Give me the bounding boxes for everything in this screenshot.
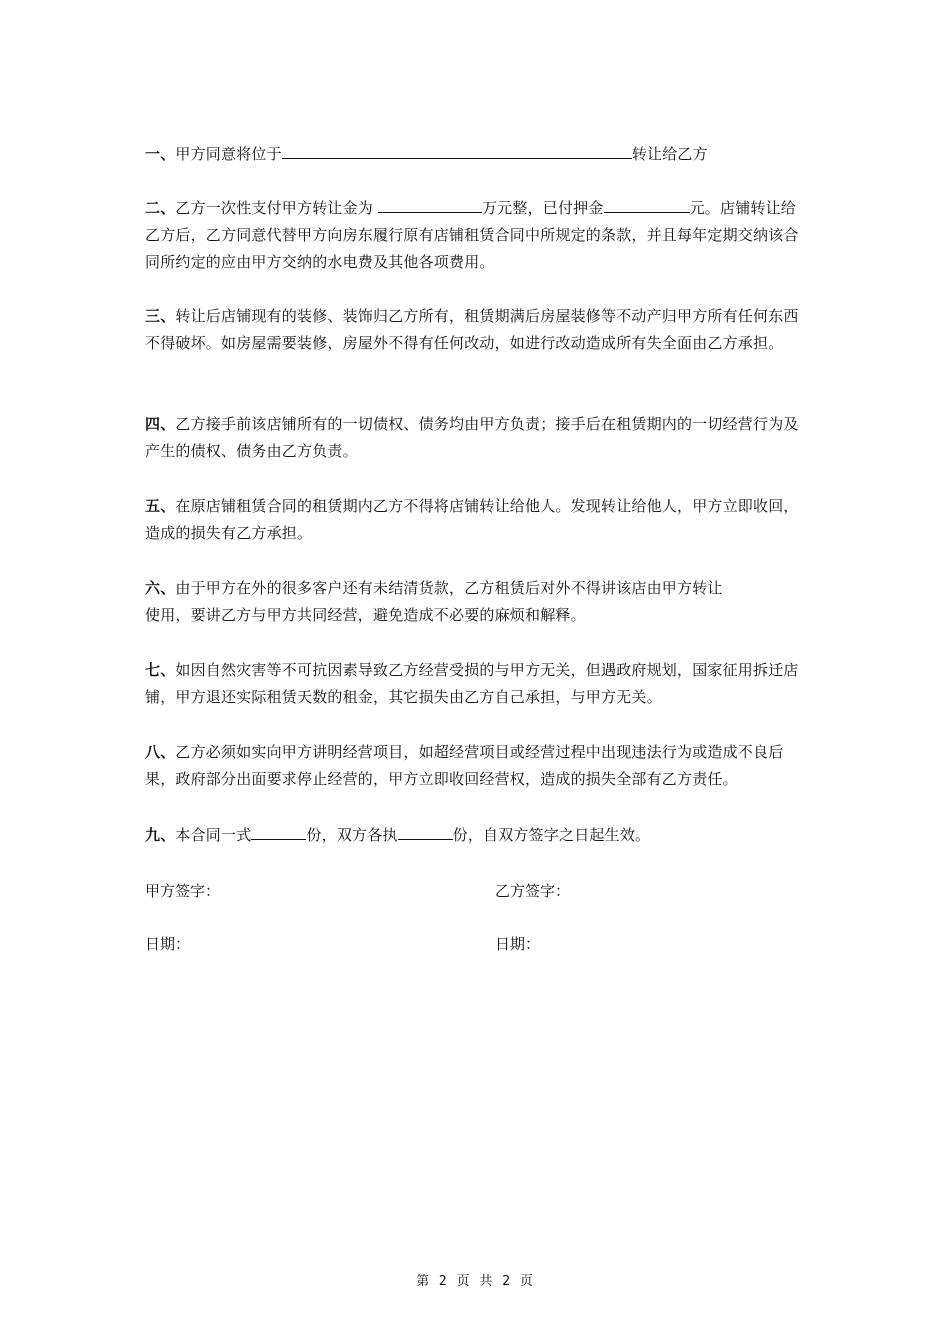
copies-each-blank — [398, 823, 453, 840]
clause-8 — [145, 739, 810, 793]
clause-text: 乙方一次性支付甲方转让金为 — [175, 199, 378, 217]
clause-3 — [145, 303, 810, 357]
location-blank — [282, 142, 632, 159]
clause-6 — [145, 575, 810, 629]
page-number-footer: 第 2 页 共 2 页 — [416, 1274, 534, 1289]
clause-number: 四、 — [145, 415, 176, 433]
clause-2 — [145, 195, 810, 276]
clause-number: 五、 — [145, 497, 176, 515]
clause-5 — [145, 493, 810, 547]
clause-text: 在原店铺租赁合同的租赁期内乙方不得将店铺转让给他人。发现转让给他人，甲方立即收回，造成的损失有乙方承担。 — [145, 497, 799, 542]
party-b-date-label: 日期： — [495, 935, 541, 953]
clause-text: 转让给乙方 — [631, 145, 708, 163]
clause-text: 由于甲方在外的很多客户还有未结清货款，乙方租赁后对外不得讲该店由甲方转让 — [175, 579, 723, 597]
transfer-fee-blank — [378, 196, 482, 213]
clause-number: 八、 — [145, 743, 176, 761]
clause-number: 七、 — [145, 661, 176, 679]
clause-text: 如因自然灾害等不可抗因素导致乙方经营受损的与甲方无关，但遇政府规划，国家征用拆迁店铺，甲方退还实际租赁天数的租金，其它损失由乙方自己承担，与甲方无关。 — [145, 661, 799, 706]
clause-number: 九、 — [145, 826, 176, 844]
clause-text: 乙方必须如实向甲方讲明经营项目，如超经营项目或经营过程中出现违法行为或造成不良后果，政府部分出面要求停止经营的，甲方立即收回经营权，造成的损失全部有乙方责任。 — [145, 743, 784, 788]
clause-number: 一、 — [145, 145, 176, 163]
clause-4 — [145, 411, 810, 465]
clause-text: 元。店铺转让给乙方后，乙方同意代替甲方向房东履行原有店铺租赁合同中所规定的条款，并且每年定期交纳该合同所约定的应由甲方交纳的水电费及其他各项费用。 — [145, 199, 799, 271]
deposit-blank — [604, 196, 690, 213]
clause-number: 六、 — [145, 579, 176, 597]
clause-text: 本合同一式 — [175, 826, 252, 844]
clause-text: 乙方接手前该店铺所有的一切债权、债务均由甲方负责；接手后在租赁期内的一切经营行为及产生的债权、债务由乙方负责。 — [145, 415, 799, 460]
clause-text: 万元整，已付押金 — [481, 199, 604, 217]
clause-number: 二、 — [145, 199, 176, 217]
party-a-signature-label: 甲方签字： — [145, 882, 221, 900]
clause-text: 转让后店铺现有的装修、装饰归乙方所有，租赁期满后房屋装修等不动产归甲方所有任何东西不得破坏。如房屋需要装修，房屋外不得有任何改动，如进行改动造成所有失全面由乙方承担。 — [145, 307, 799, 352]
clause-number: 三、 — [145, 307, 176, 325]
clause-9 — [145, 822, 810, 849]
clause-text: 甲方同意将位于 — [175, 145, 282, 163]
clause-7 — [145, 657, 810, 711]
clause-text: 份，双方各执 — [306, 826, 398, 844]
clause-1 — [145, 141, 810, 168]
party-b-signature-label: 乙方签字： — [495, 882, 571, 900]
clause-text: 份，自双方签字之日起生效。 — [452, 826, 651, 844]
copies-blank — [251, 823, 306, 840]
party-a-date-label: 日期： — [145, 935, 191, 953]
clause-text: 使用，要讲乙方与甲方共同经营，避免造成不必要的麻烦和解释。 — [145, 606, 586, 624]
